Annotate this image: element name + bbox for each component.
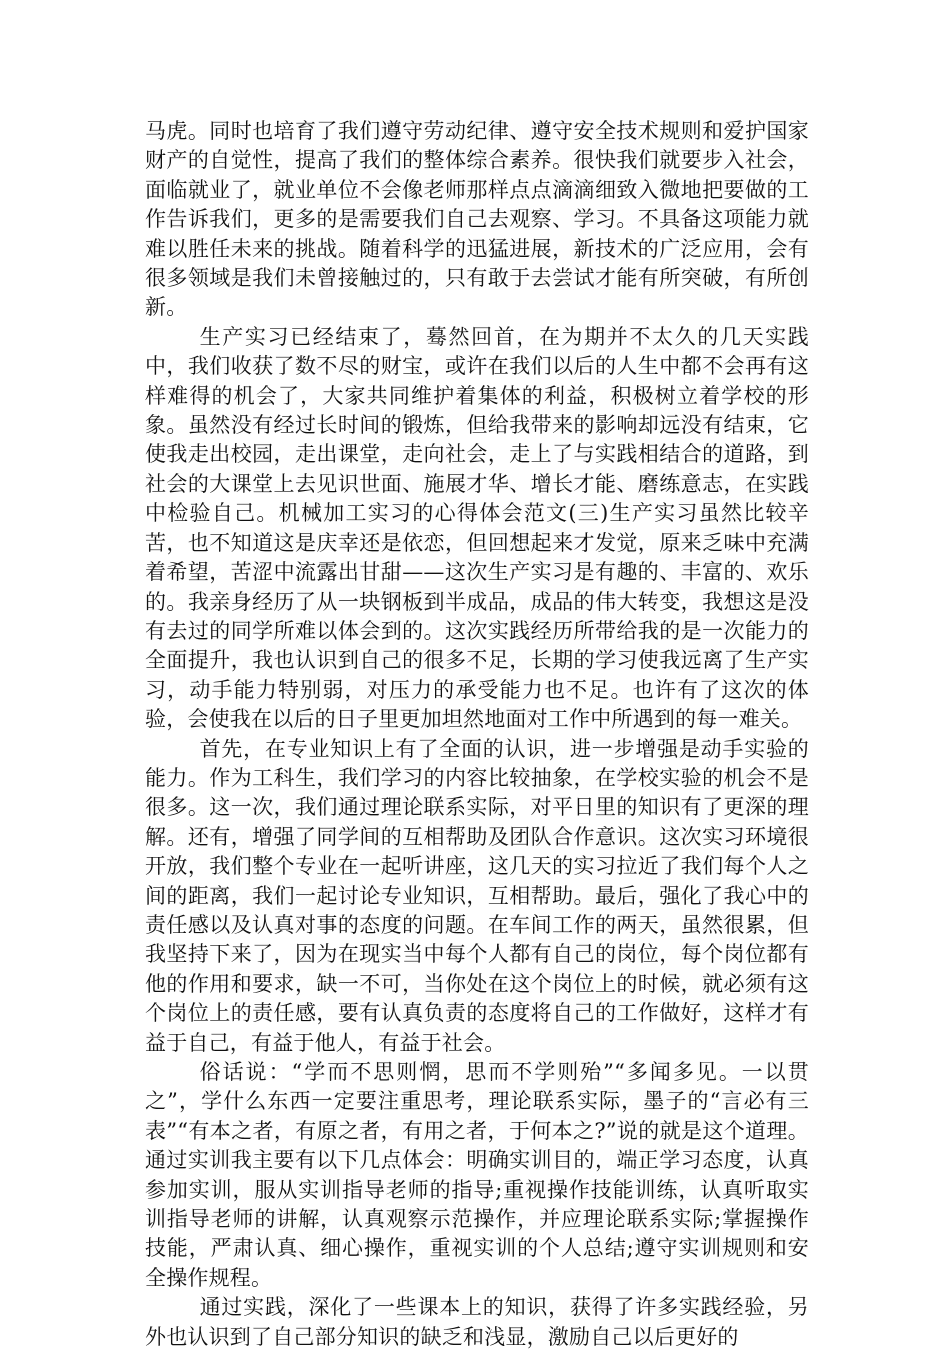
paragraph-5: 通过实践，深化了一些课本上的知识，获得了许多实践经验，另外也认识到了自己部分知识的缺乏和浅显，激励自己以后更好的 (145, 1295, 809, 1349)
paragraph-2: 生产实习已经结束了，蓦然回首，在为期并不太久的几天实践中，我们收获了数不尽的财宝，或许在我们以后的人生中都不会再有这样难得的机会了，大家共同维护着集体的利益，积极树立着学校的形象。虽然没有经过长时间的锻炼，但给我带来的影响却远没有结束，它使我走出校园，走出课堂，走向社会，走上了与实践相结合的道路，到社会的大课堂上去见识世面、施展才华、增长才能、磨练意志，在实践中检验自己。机械加工实习的心得体会范文(三)生产实习虽然比较辛苦，也不知道这是庆幸还是依恋，但回想起来才发觉，原来乏味中充满着希望，苦涩中流露出甘甜——这次生产实习是有趣的、丰富的、欢乐的。我亲身经历了从一块钢板到半成品，成品的伟大转变，我想这是没有去过的同学所难以体会到的。这次实践经历所带给我的是一次能力的全面提升，我也认识到自己的很多不足，长期的学习使我远离了生产实习，动手能力特别弱，对压力的承受能力也不足。也许有了这次的体验，会使我在以后的日子里更加坦然地面对工作中所遇到的每一难关。 (145, 324, 809, 732)
paragraph-3: 首先，在专业知识上有了全面的认识，进一步增强是动手实验的能力。作为工科生，我们学习的内容比较抽象，在学校实验的机会不是很多。这一次，我们通过理论联系实际，对平日里的知识有了更深的理解。还有，增强了同学间的互相帮助及团队合作意识。这次实习环境很开放，我们整个专业在一起听讲座，这几天的实习拉近了我们每个人之间的距离，我们一起讨论专业知识，互相帮助。最后，强化了我心中的责任感以及认真对事的态度的问题。在车间工作的两天，虽然很累，但我坚持下来了，因为在现实当中每个人都有自己的岗位，每个岗位都有他的作用和要求，缺一不可，当你处在这个岗位上的时候，就必须有这个岗位上的责任感，要有认真负责的态度将自己的工作做好，这样才有益于自己，有益于他人，有益于社会。 (145, 736, 809, 1055)
paragraph-1: 马虎。同时也培育了我们遵守劳动纪律、遵守安全技术规则和爱护国家财产的自觉性，提高了我们的整体综合素养。很快我们就要步入社会，面临就业了，就业单位不会像老师那样点点滴滴细致入微地把要做的工作告诉我们，更多的是需要我们自己去观察、学习。不具备这项能力就难以胜任未来的挑战。随着科学的迅猛进展，新技术的广泛应用，会有很多领域是我们未曾接触过的，只有敢于去尝试才能有所突破，有所创新。 (145, 119, 809, 320)
document-page (145, 117, 809, 1352)
paragraph-4: 俗话说：“学而不思则惘，思而不学则殆”“多闻多见。一以贯之”，学什么东西一定要注重思考，理论联系实际，墨子的“言必有三表”“有本之者，有原之者，有用之者，于何本之?”说的就是这个道理。通过实训我主要有以下几点体会：明确实训目的，端正学习态度，认真参加实训，服从实训指导老师的指导;重视操作技能训练，认真听取实训指导老师的讲解，认真观察示范操作，并应理论联系实际;掌握操作技能，严肃认真、细心操作，重视实训的个人总结;遵守实训规则和安全操作规程。 (145, 1060, 809, 1290)
